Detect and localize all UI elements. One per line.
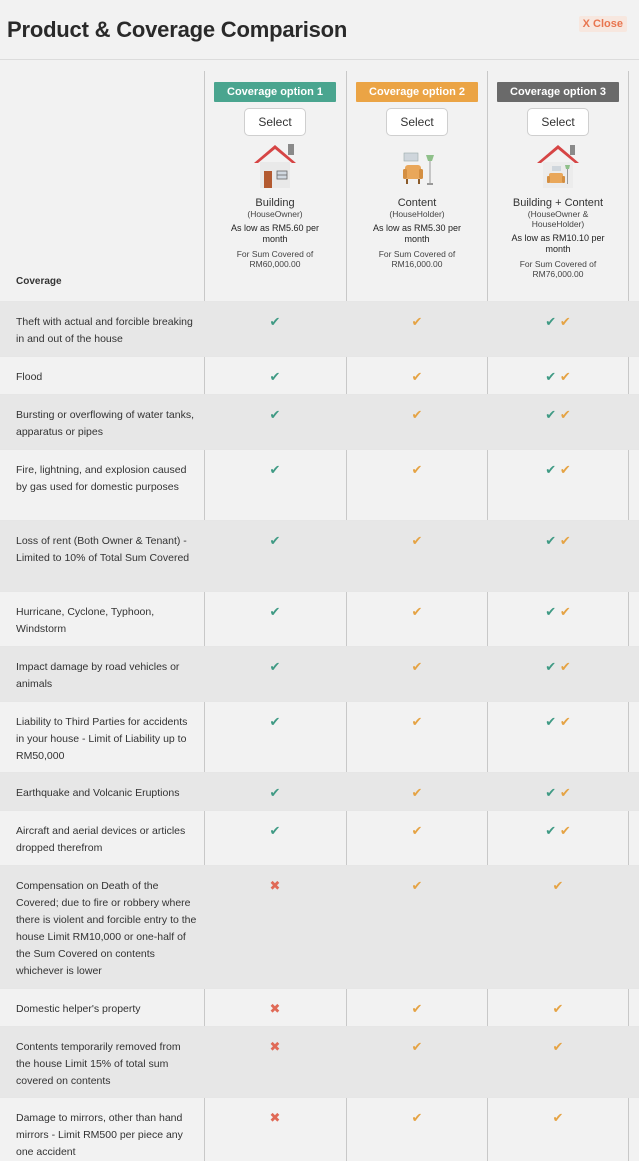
option-1-cell	[204, 534, 346, 548]
coverage-label: Domestic helper's property	[16, 1003, 141, 1015]
check-icon: ✔	[545, 785, 557, 800]
check-icon: ✔	[559, 823, 571, 838]
check-icon: ✔	[545, 714, 557, 729]
coverage-column-label: Coverage	[16, 276, 62, 287]
sum-covered-label: For Sum Covered of	[236, 249, 314, 259]
option-3-cell	[487, 370, 629, 384]
option-3-cell	[487, 315, 629, 329]
check-icon: ✔	[552, 1039, 564, 1054]
cross-icon: ✖	[269, 1039, 281, 1054]
check-icon: ✔	[552, 1001, 564, 1016]
options-header	[0, 71, 639, 301]
table-row	[0, 591, 639, 646]
check-icon: ✔	[552, 878, 564, 893]
option-subtitle: (HouseOwner)	[247, 209, 303, 219]
check-icon: ✔	[545, 659, 557, 674]
table-row	[0, 646, 639, 701]
check-icon: ✔	[411, 369, 423, 384]
coverage-option-2	[346, 82, 488, 269]
page-title: Product & Coverage Comparison	[7, 17, 348, 42]
table-row	[0, 394, 639, 449]
check-icon: ✔	[269, 714, 281, 729]
check-icon: ✔	[411, 714, 423, 729]
option-3-cell	[487, 1111, 629, 1125]
cross-icon: ✖	[269, 1001, 281, 1016]
table-row	[0, 449, 639, 520]
coverage-label: Contents temporarily removed from the house Limit 15% of total sum covered on contents	[16, 1041, 181, 1087]
option-badge: Coverage option 2	[356, 82, 478, 102]
sum-covered-value: RM16,000.00	[391, 259, 443, 269]
option-2-cell	[346, 463, 488, 477]
comparison-table	[0, 71, 639, 1161]
check-icon: ✔	[559, 785, 571, 800]
check-icon: ✔	[411, 878, 423, 893]
option-2-cell	[346, 715, 488, 729]
option-name: Building	[255, 197, 295, 209]
option-2-cell	[346, 879, 488, 893]
sum-covered-value: RM76,000.00	[532, 269, 584, 279]
option-3-cell	[487, 786, 629, 800]
check-icon: ✔	[269, 533, 281, 548]
table-row	[0, 1097, 639, 1161]
check-icon: ✔	[559, 714, 571, 729]
cross-icon: ✖	[269, 1110, 281, 1125]
coverage-label: Impact damage by road vehicles or animals	[16, 661, 180, 690]
coverage-option-3	[487, 82, 629, 279]
table-row	[0, 301, 639, 356]
option-1-cell	[204, 315, 346, 329]
check-icon: ✔	[269, 659, 281, 674]
check-icon: ✔	[559, 314, 571, 329]
option-1-cell	[204, 1040, 346, 1054]
coverage-rows	[0, 301, 639, 1161]
check-icon: ✔	[269, 314, 281, 329]
option-name: Content	[397, 197, 437, 209]
coverage-label: Theft with actual and forcible breaking in and out of the house	[16, 316, 193, 345]
option-3-cell	[487, 605, 629, 619]
check-icon: ✔	[411, 1039, 423, 1054]
check-icon: ✔	[411, 785, 423, 800]
option-price: As low as RM5.60 per month	[230, 223, 320, 244]
check-icon: ✔	[411, 407, 423, 422]
coverage-label: Hurricane, Cyclone, Typhoon, Windstorm	[16, 606, 155, 635]
table-row	[0, 520, 639, 591]
option-subtitle: (HouseOwner & HouseHolder)	[527, 209, 589, 229]
coverage-label: Fire, lightning, and explosion caused by gas used for domestic purposes	[16, 464, 187, 493]
check-icon: ✔	[545, 533, 557, 548]
sum-covered-label: For Sum Covered of	[519, 259, 597, 269]
option-2-cell	[346, 1002, 488, 1016]
check-icon: ✔	[559, 369, 571, 384]
cross-icon: ✖	[269, 878, 281, 893]
option-1-cell	[204, 824, 346, 838]
option-3-cell	[487, 879, 629, 893]
furniture-icon	[392, 141, 442, 191]
option-2-cell	[346, 824, 488, 838]
option-1-cell	[204, 786, 346, 800]
option-3-cell	[487, 408, 629, 422]
check-icon: ✔	[411, 823, 423, 838]
check-icon: ✔	[545, 314, 557, 329]
sum-covered-label: For Sum Covered of	[378, 249, 456, 259]
check-icon: ✔	[269, 407, 281, 422]
option-badge: Coverage option 3	[497, 82, 619, 102]
option-1-cell	[204, 463, 346, 477]
check-icon: ✔	[411, 462, 423, 477]
option-2-cell	[346, 315, 488, 329]
option-2-cell	[346, 534, 488, 548]
option-3-cell	[487, 463, 629, 477]
check-icon: ✔	[269, 462, 281, 477]
check-icon: ✔	[411, 604, 423, 619]
page-header	[0, 0, 639, 60]
coverage-option-1	[204, 82, 346, 269]
option-subtitle: (HouseHolder)	[389, 209, 445, 219]
check-icon: ✔	[559, 604, 571, 619]
coverage-label: Liability to Third Parties for accidents in your house - Limit of Liability up to RM50,000	[16, 716, 188, 762]
table-row	[0, 810, 639, 865]
option-1-cell	[204, 879, 346, 893]
coverage-label: Bursting or overflowing of water tanks, apparatus or pipes	[16, 409, 194, 438]
option-3-cell	[487, 1040, 629, 1054]
table-row	[0, 356, 639, 394]
check-icon: ✔	[545, 604, 557, 619]
option-price: As low as RM5.30 per month	[372, 223, 462, 244]
select-option-1-button[interactable]: Select	[244, 108, 306, 136]
check-icon: ✔	[411, 314, 423, 329]
option-name: Building + Content	[512, 197, 604, 209]
house-icon	[250, 141, 300, 191]
option-2-cell	[346, 605, 488, 619]
check-icon: ✔	[559, 407, 571, 422]
option-1-cell	[204, 1002, 346, 1016]
coverage-label: Compensation on Death of the Covered; due to fire or robbery where there is violent and forcible entry to the house Limit RM10,000 or one-half of the Sum Covered on contents whichever is lower	[16, 880, 197, 977]
option-2-cell	[346, 370, 488, 384]
option-1-cell	[204, 605, 346, 619]
coverage-label: Loss of rent (Both Owner & Tenant) - Limited to 10% of Total Sum Covered	[16, 535, 190, 564]
house-with-furniture-icon	[533, 141, 583, 191]
option-1-cell	[204, 715, 346, 729]
table-row	[0, 701, 639, 772]
option-2-cell	[346, 408, 488, 422]
option-1-cell	[204, 1111, 346, 1125]
option-price: As low as RM10.10 per month	[511, 233, 605, 254]
coverage-label: Damage to mirrors, other than hand mirrors - Limit RM500 per piece any one accident	[16, 1112, 183, 1158]
check-icon: ✔	[269, 604, 281, 619]
option-2-cell	[346, 786, 488, 800]
table-row	[0, 1026, 639, 1097]
option-3-cell	[487, 715, 629, 729]
option-badge: Coverage option 1	[214, 82, 336, 102]
check-icon: ✔	[545, 407, 557, 422]
coverage-label: Flood	[16, 371, 43, 383]
option-3-cell	[487, 534, 629, 548]
select-option-3-button[interactable]: Select	[527, 108, 589, 136]
check-icon: ✔	[545, 369, 557, 384]
option-1-cell	[204, 660, 346, 674]
option-1-cell	[204, 408, 346, 422]
option-3-cell	[487, 824, 629, 838]
table-row	[0, 865, 639, 988]
sum-covered-value: RM60,000.00	[249, 259, 301, 269]
option-3-cell	[487, 660, 629, 674]
option-1-cell	[204, 370, 346, 384]
check-icon: ✔	[552, 1110, 564, 1125]
check-icon: ✔	[411, 1001, 423, 1016]
table-row	[0, 988, 639, 1026]
check-icon: ✔	[559, 462, 571, 477]
option-2-cell	[346, 660, 488, 674]
coverage-label: Earthquake and Volcanic Eruptions	[16, 787, 180, 799]
check-icon: ✔	[545, 823, 557, 838]
option-2-cell	[346, 1040, 488, 1054]
check-icon: ✔	[269, 369, 281, 384]
coverage-label: Aircraft and aerial devices or articles dropped therefrom	[16, 825, 186, 854]
close-button[interactable]: X Close	[579, 16, 627, 32]
check-icon: ✔	[269, 823, 281, 838]
check-icon: ✔	[559, 533, 571, 548]
check-icon: ✔	[545, 462, 557, 477]
check-icon: ✔	[559, 659, 571, 674]
option-3-cell	[487, 1002, 629, 1016]
option-2-cell	[346, 1111, 488, 1125]
check-icon: ✔	[269, 785, 281, 800]
check-icon: ✔	[411, 659, 423, 674]
check-icon: ✔	[411, 1110, 423, 1125]
table-row	[0, 772, 639, 810]
check-icon: ✔	[411, 533, 423, 548]
select-option-2-button[interactable]: Select	[386, 108, 448, 136]
